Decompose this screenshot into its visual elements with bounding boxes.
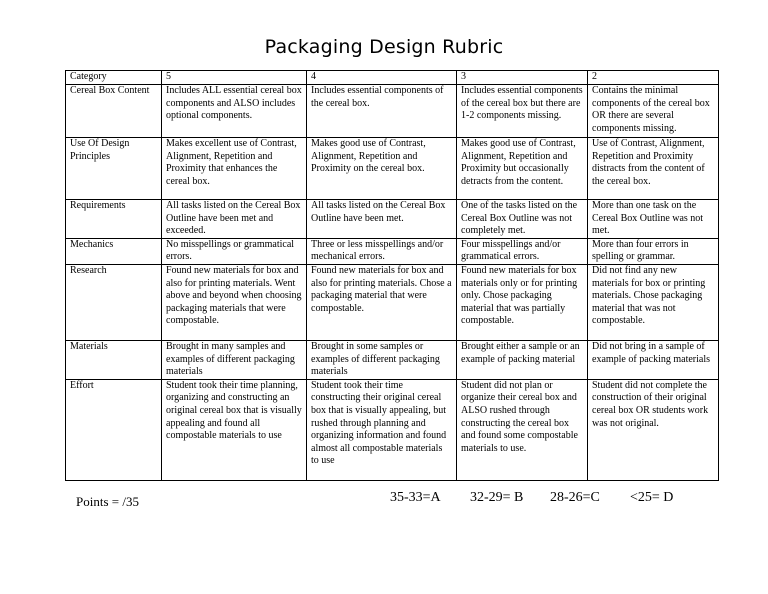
- score-cell-5: Makes excellent use of Contrast, Alignment, Repetition and Proximity that enhances the cereal box.: [162, 138, 307, 200]
- score-cell-2: Student did not complete the construction of their original cereal box OR students work was not original.: [588, 379, 719, 480]
- points-label: Points = /35: [76, 494, 139, 509]
- score-cell-4: Three or less misspellings and/or mechanical errors.: [307, 238, 457, 264]
- grade-d: <25= D: [630, 490, 674, 505]
- score-cell-5: Brought in many samples and examples of different packaging materials: [162, 340, 307, 379]
- header-cell-3: 3: [457, 71, 588, 85]
- grade-a: 35-33=A: [390, 490, 441, 505]
- table-row: [66, 85, 719, 138]
- table-row: [66, 379, 719, 480]
- score-cell-2: More than one task on the Cereal Box Outline was not met.: [588, 200, 719, 239]
- page-title: Packaging Design Rubric: [264, 36, 504, 58]
- score-cell-3: Student did not plan or organize their cereal box and ALSO rushed through constructing the cereal box and found some compostable materials to use.: [457, 379, 588, 480]
- score-cell-3: Brought either a sample or an example of packing material: [457, 340, 588, 379]
- score-cell-2: Did not bring in a sample of example of packing materials: [588, 340, 719, 379]
- score-cell-3: Found new materials for box materials only or for printing only. Chose packaging material that was partially compostable.: [457, 264, 588, 340]
- score-cell-4: All tasks listed on the Cereal Box Outline have been met.: [307, 200, 457, 239]
- score-cell-4: Student took their time constructing their original cereal box that is visually appealing, but rushed through planning and organizing information and found almost all compostable materials to use: [307, 379, 457, 480]
- score-cell-3: Four misspellings and/or grammatical errors.: [457, 238, 588, 264]
- score-cell-4: Makes good use of Contrast, Alignment, Repetition and Proximity on the cereal box.: [307, 138, 457, 200]
- grade-b: 32-29= B: [470, 490, 524, 505]
- category-cell: Effort: [66, 379, 162, 480]
- table-row: [66, 238, 719, 264]
- score-cell-4: Found new materials for box and also for printing materials. Chose a packaging material that were compostable.: [307, 264, 457, 340]
- score-cell-5: All tasks listed on the Cereal Box Outline have been met and exceeded.: [162, 200, 307, 239]
- table-row: [66, 264, 719, 340]
- table-row: [66, 138, 719, 200]
- category-cell: Materials: [66, 340, 162, 379]
- score-cell-5: Student took their time planning, organizing and constructing an original cereal box that is visually appealing and found all compostable materials to use: [162, 379, 307, 480]
- score-cell-2: Did not find any new materials for box or printing materials. Chose packaging material that was not compostable.: [588, 264, 719, 340]
- score-cell-2: More than four errors in spelling or grammar.: [588, 238, 719, 264]
- header-cell-5: 5: [162, 71, 307, 85]
- header-cell-category: Category: [66, 71, 162, 85]
- score-cell-3: Makes good use of Contrast, Alignment, Repetition and Proximity but occasionally detracts from the content.: [457, 138, 588, 200]
- header-cell-4: 4: [307, 71, 457, 85]
- rubric-table: [65, 70, 719, 481]
- score-cell-3: Includes essential components of the cereal box but there are 1-2 components missing.: [457, 85, 588, 138]
- score-cell-4: Includes essential components of the cereal box.: [307, 85, 457, 138]
- score-cell-5: Includes ALL essential cereal box components and ALSO includes optional components.: [162, 85, 307, 138]
- category-cell: Mechanics: [66, 238, 162, 264]
- category-cell: Research: [66, 264, 162, 340]
- grade-c: 28-26=C: [550, 490, 600, 505]
- header-cell-2: 2: [588, 71, 719, 85]
- category-cell: Use Of Design Principles: [66, 138, 162, 200]
- table-row: [66, 340, 719, 379]
- score-cell-5: Found new materials for box and also for printing materials. Went above and beyond when choosing packaging materials that were compostable.: [162, 264, 307, 340]
- score-cell-2: Contains the minimal components of the cereal box OR there are several components missing.: [588, 85, 719, 138]
- category-cell: Cereal Box Content: [66, 85, 162, 138]
- score-cell-2: Use of Contrast, Alignment, Repetition and Proximity distracts from the content of the cereal box.: [588, 138, 719, 200]
- score-cell-5: No misspellings or grammatical errors.: [162, 238, 307, 264]
- score-cell-4: Brought in some samples or examples of different packaging materials: [307, 340, 457, 379]
- category-cell: Requirements: [66, 200, 162, 239]
- table-row: [66, 200, 719, 239]
- score-cell-3: One of the tasks listed on the Cereal Box Outline was not completely met.: [457, 200, 588, 239]
- table-header-row: [66, 71, 719, 85]
